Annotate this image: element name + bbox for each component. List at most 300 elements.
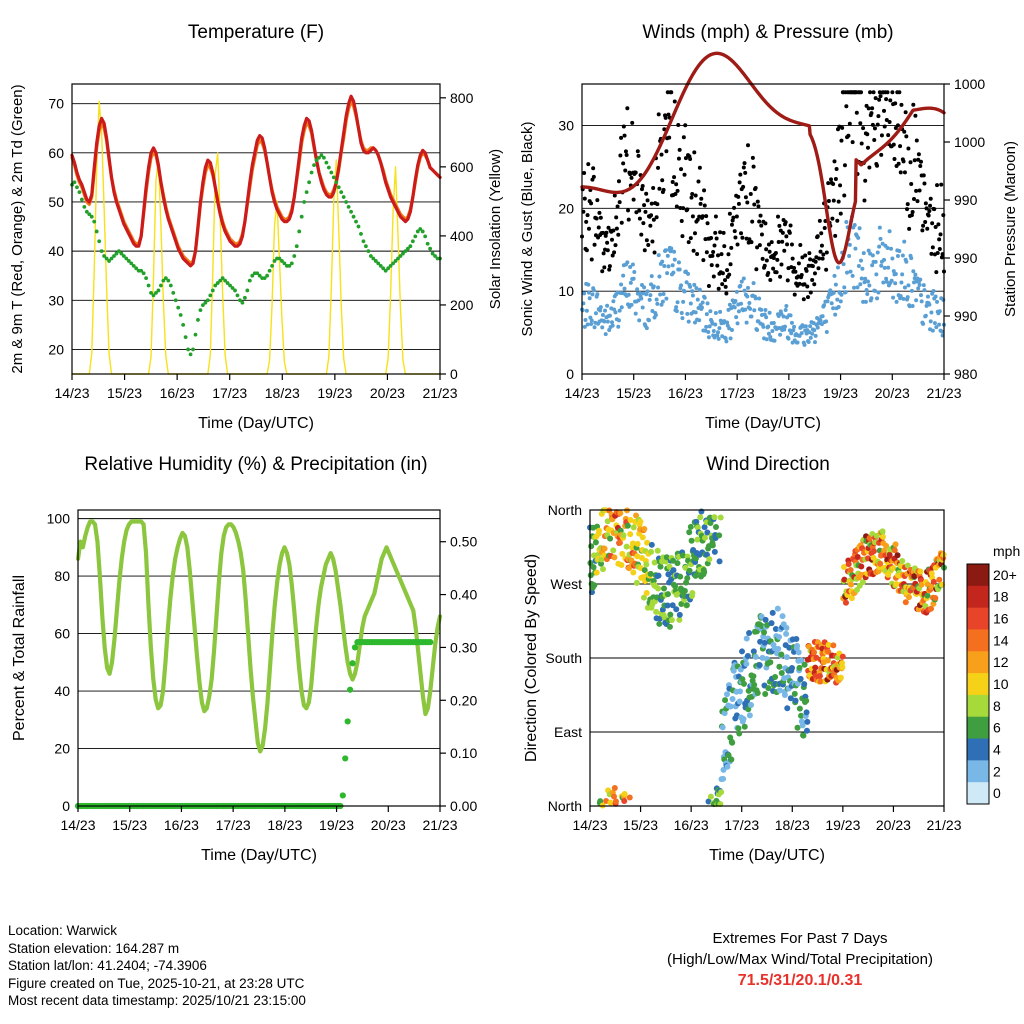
data-point — [594, 570, 600, 576]
data-point — [876, 251, 880, 255]
data-point — [831, 306, 835, 310]
data-point — [352, 215, 356, 219]
data-point — [745, 653, 751, 659]
data-point — [639, 296, 643, 300]
data-point — [613, 798, 619, 804]
data-point — [914, 298, 918, 302]
data-point — [591, 564, 597, 570]
data-point — [710, 263, 714, 267]
data-point — [768, 278, 772, 282]
data-point — [332, 175, 336, 179]
colorbar-swatch — [967, 760, 989, 782]
data-point — [824, 268, 828, 272]
data-point — [770, 240, 774, 244]
data-point — [737, 309, 741, 313]
data-point — [846, 561, 852, 567]
data-point — [676, 300, 680, 304]
x-tick-label: 17/23 — [719, 385, 755, 401]
data-point — [676, 123, 680, 127]
y2-tick-label: 990 — [954, 308, 978, 324]
y-axis-label: Percent & Total Rainfall — [11, 574, 28, 742]
data-point — [858, 226, 862, 230]
data-point — [706, 330, 710, 334]
data-point — [610, 547, 616, 553]
data-point — [349, 210, 353, 214]
y2-tick-label: 800 — [450, 89, 474, 106]
data-point — [823, 226, 827, 230]
data-point — [694, 286, 698, 290]
data-point — [667, 136, 671, 140]
data-point — [736, 243, 740, 247]
plot-frame — [582, 84, 944, 374]
data-point — [644, 192, 648, 196]
data-point — [342, 195, 346, 199]
data-point — [324, 161, 328, 165]
data-point — [929, 197, 933, 201]
data-point — [665, 591, 671, 597]
data-point — [804, 719, 810, 725]
data-point — [605, 241, 609, 245]
colorbar-swatch — [967, 564, 989, 586]
data-point — [638, 291, 642, 295]
data-point — [366, 249, 370, 253]
data-point — [884, 97, 888, 101]
data-point — [736, 195, 740, 199]
data-point — [830, 301, 834, 305]
data-point — [754, 296, 758, 300]
data-point — [762, 691, 768, 697]
data-point — [810, 332, 814, 336]
data-point — [731, 216, 735, 220]
data-point — [832, 199, 836, 203]
y-tick-label: 30 — [558, 117, 574, 134]
data-point — [747, 712, 753, 718]
x-tick-label: 16/23 — [673, 817, 709, 833]
data-point — [749, 315, 753, 319]
colorbar-swatch — [967, 673, 989, 695]
data-point — [730, 696, 736, 702]
data-point — [730, 328, 734, 332]
data-point — [883, 125, 887, 129]
data-point — [648, 549, 654, 555]
data-point — [940, 329, 944, 333]
colorbar-label: 2 — [993, 763, 1001, 780]
data-point — [766, 271, 770, 275]
data-point — [876, 290, 880, 294]
data-point — [743, 161, 747, 165]
data-point — [411, 239, 415, 243]
data-point — [631, 262, 635, 266]
data-point — [408, 244, 412, 248]
data-point — [699, 197, 703, 201]
data-point — [678, 148, 682, 152]
data-point — [895, 300, 899, 304]
data-point — [800, 273, 804, 277]
data-point — [695, 252, 699, 256]
data-point — [194, 333, 198, 337]
data-point — [811, 264, 815, 268]
data-point — [655, 215, 659, 219]
data-point — [595, 217, 599, 221]
data-point — [687, 568, 693, 574]
data-point — [723, 278, 727, 282]
data-point — [886, 90, 890, 94]
data-point — [650, 202, 654, 206]
data-point — [592, 175, 596, 179]
data-point — [585, 248, 589, 252]
data-point — [864, 300, 868, 304]
data-point — [931, 329, 935, 333]
data-point — [886, 266, 890, 270]
data-point — [931, 245, 935, 249]
data-point — [191, 348, 195, 352]
data-point — [694, 193, 698, 197]
data-point — [688, 157, 692, 161]
data-point — [750, 673, 756, 679]
chart-title-humidity: Relative Humidity (%) & Precipitation (in) — [84, 454, 428, 475]
x-axis-label: Time (Day/UTC) — [198, 415, 314, 432]
data-point — [752, 202, 756, 206]
data-point — [877, 245, 881, 249]
data-point — [706, 221, 710, 225]
data-point — [683, 123, 687, 127]
data-point — [95, 230, 99, 234]
data-point — [743, 289, 747, 293]
data-point — [812, 328, 816, 332]
data-point — [834, 283, 838, 287]
data-point — [776, 664, 782, 670]
data-point — [657, 564, 663, 570]
data-point — [915, 199, 919, 203]
y2-tick-label: 1000 — [954, 76, 986, 92]
data-point — [728, 756, 734, 762]
data-point — [679, 167, 683, 171]
data-point — [895, 552, 901, 558]
data-point — [646, 243, 650, 247]
data-point — [92, 220, 96, 224]
data-point — [728, 212, 732, 216]
data-point — [804, 709, 810, 715]
data-point — [698, 508, 704, 514]
data-point — [713, 243, 717, 247]
data-point — [646, 198, 650, 202]
data-point — [906, 594, 912, 600]
data-point — [590, 292, 594, 296]
data-point — [635, 287, 639, 291]
data-point — [777, 224, 781, 228]
data-point — [622, 125, 626, 129]
data-point — [784, 234, 788, 238]
data-point — [735, 214, 739, 218]
data-point — [743, 661, 749, 667]
data-point — [606, 248, 610, 252]
data-point — [932, 289, 936, 293]
data-point — [745, 201, 749, 205]
data-point — [686, 272, 690, 276]
data-point — [297, 230, 301, 234]
data-point — [800, 733, 806, 739]
data-point — [927, 209, 931, 213]
data-point — [711, 514, 717, 520]
data-point — [936, 251, 940, 255]
data-point — [705, 312, 709, 316]
data-point — [840, 126, 844, 130]
data-point — [825, 250, 829, 254]
data-point — [673, 258, 677, 262]
data-point — [623, 134, 627, 138]
data-point — [781, 231, 785, 235]
data-point — [674, 182, 678, 186]
data-point — [922, 173, 926, 177]
data-point — [870, 263, 874, 267]
data-point — [733, 236, 737, 240]
data-point — [865, 288, 869, 292]
data-point — [675, 309, 679, 313]
data-point — [923, 220, 927, 224]
data-point — [712, 329, 716, 333]
y2-axis-label: Station Pressure (Maroon) — [1002, 141, 1019, 317]
data-point — [669, 617, 675, 623]
data-point — [882, 258, 886, 262]
data-point — [920, 228, 924, 232]
x-tick-label: 17/23 — [215, 817, 251, 833]
winds-pressure-plot — [512, 44, 1024, 444]
data-point — [779, 263, 783, 267]
data-point — [655, 548, 661, 554]
data-point — [880, 534, 886, 540]
data-point — [888, 120, 892, 124]
data-point — [607, 536, 613, 542]
data-point — [930, 221, 934, 225]
data-point — [825, 658, 831, 664]
data-point — [786, 278, 790, 282]
data-point — [327, 166, 331, 170]
data-point — [702, 188, 706, 192]
data-point — [677, 260, 681, 264]
data-point — [793, 293, 797, 297]
data-point — [911, 210, 915, 214]
data-point — [714, 311, 718, 315]
data-point — [337, 185, 341, 189]
data-point — [751, 156, 755, 160]
data-point — [186, 348, 190, 352]
data-point — [720, 776, 726, 782]
data-point — [710, 254, 714, 258]
data-point — [839, 212, 843, 216]
station-info-created: Figure created on Tue, 2025-10-21, at 23:28 UTC — [8, 975, 305, 991]
data-point — [307, 180, 311, 184]
chart-winds-pressure — [512, 0, 1024, 440]
data-point — [701, 569, 707, 575]
colorbar-swatch — [967, 717, 989, 739]
data-point — [842, 262, 846, 266]
data-point — [894, 272, 898, 276]
data-point — [661, 585, 667, 591]
data-point — [692, 249, 696, 253]
data-point — [593, 243, 597, 247]
data-point — [836, 265, 840, 269]
data-point — [874, 272, 878, 276]
data-point — [796, 340, 800, 344]
chart-temperature — [0, 0, 512, 440]
data-point — [647, 318, 651, 322]
data-point — [655, 298, 659, 302]
data-point — [878, 226, 882, 230]
data-point — [809, 291, 813, 295]
data-point — [896, 123, 900, 127]
data-point — [655, 585, 661, 591]
data-point — [601, 313, 605, 317]
data-point — [814, 260, 818, 264]
data-point — [670, 567, 676, 573]
data-point — [918, 278, 922, 282]
y-tick-label: East — [553, 724, 582, 740]
data-point — [75, 185, 79, 189]
data-point — [824, 319, 828, 323]
data-point — [873, 126, 877, 130]
data-point — [742, 165, 746, 169]
data-point — [796, 665, 802, 671]
data-point — [613, 243, 617, 247]
data-point — [915, 138, 919, 142]
data-point — [726, 252, 730, 256]
colorbar-swatch — [967, 739, 989, 761]
data-point — [689, 538, 695, 544]
data-point — [725, 268, 729, 272]
data-point — [822, 303, 826, 307]
data-point — [919, 160, 923, 164]
data-point — [866, 279, 870, 283]
data-point — [897, 90, 901, 94]
data-point — [597, 225, 601, 229]
data-point — [704, 214, 708, 218]
data-point — [621, 274, 625, 278]
data-point — [329, 171, 333, 175]
x-tick-label: 15/23 — [616, 385, 652, 401]
data-point — [724, 764, 730, 770]
y-tick-label: 80 — [54, 568, 70, 585]
data-point — [623, 287, 627, 291]
data-point — [585, 309, 589, 313]
data-point — [671, 180, 675, 184]
data-point — [206, 298, 210, 302]
data-point — [902, 159, 906, 163]
data-point — [641, 305, 645, 309]
data-point — [790, 321, 794, 325]
data-point — [798, 243, 802, 247]
data-point — [847, 254, 851, 258]
data-point — [717, 326, 721, 330]
y-axis-label: Direction (Colored By Speed) — [523, 553, 540, 763]
data-point — [886, 246, 890, 250]
data-point — [582, 171, 586, 175]
data-point — [364, 244, 368, 248]
series-relative-humidity — [78, 522, 440, 752]
data-point — [616, 325, 620, 329]
data-point — [720, 724, 726, 730]
data-point — [591, 582, 597, 588]
data-point — [623, 169, 627, 173]
data-point — [902, 240, 906, 244]
data-point — [593, 325, 597, 329]
data-point — [819, 250, 823, 254]
data-point — [846, 134, 850, 138]
data-point — [157, 289, 161, 293]
data-point — [690, 289, 694, 293]
data-point — [892, 157, 896, 161]
data-point — [866, 146, 870, 150]
data-point — [798, 282, 802, 286]
data-point — [660, 178, 664, 182]
data-point — [816, 326, 820, 330]
data-point — [813, 340, 817, 344]
data-point — [748, 702, 754, 708]
data-point — [359, 232, 363, 236]
data-point — [599, 216, 603, 220]
data-point — [667, 624, 673, 630]
data-point — [784, 220, 788, 224]
data-point — [715, 237, 719, 241]
data-point — [922, 182, 926, 186]
data-point — [770, 610, 776, 616]
x-tick-label: 18/23 — [774, 817, 810, 833]
data-point — [812, 665, 818, 671]
data-point — [857, 264, 861, 268]
data-point — [782, 249, 786, 253]
data-point — [881, 280, 885, 284]
data-point — [780, 613, 786, 619]
data-point — [869, 296, 873, 300]
data-point — [871, 253, 875, 257]
data-point — [918, 283, 922, 287]
y-tick-label: 40 — [54, 683, 70, 700]
data-point — [620, 532, 626, 538]
data-point — [657, 253, 661, 257]
data-point — [736, 321, 740, 325]
data-point — [782, 692, 788, 698]
x-tick-label: 15/23 — [623, 817, 659, 833]
data-point — [290, 262, 294, 266]
data-point — [826, 299, 830, 303]
x-tick-label: 14/23 — [572, 817, 608, 833]
data-point — [174, 298, 178, 302]
data-point — [791, 328, 795, 332]
data-point — [292, 254, 296, 258]
data-point — [793, 270, 797, 274]
data-point — [90, 215, 94, 219]
data-point — [742, 724, 748, 730]
data-point — [777, 240, 781, 244]
data-point — [848, 567, 854, 573]
data-point — [903, 599, 909, 605]
data-point — [749, 240, 753, 244]
data-point — [802, 297, 806, 301]
data-point — [710, 542, 716, 548]
y-tick-label: 100 — [46, 510, 70, 527]
data-point — [797, 706, 803, 712]
data-point — [716, 253, 720, 257]
data-point — [811, 649, 817, 655]
y2-tick-label: 1000 — [954, 134, 986, 150]
data-point — [649, 542, 655, 548]
data-point — [931, 579, 937, 585]
data-point — [739, 231, 743, 235]
data-point — [935, 300, 939, 304]
data-point — [322, 156, 326, 160]
data-point — [727, 273, 731, 277]
data-point — [898, 144, 902, 148]
data-point — [626, 208, 630, 212]
